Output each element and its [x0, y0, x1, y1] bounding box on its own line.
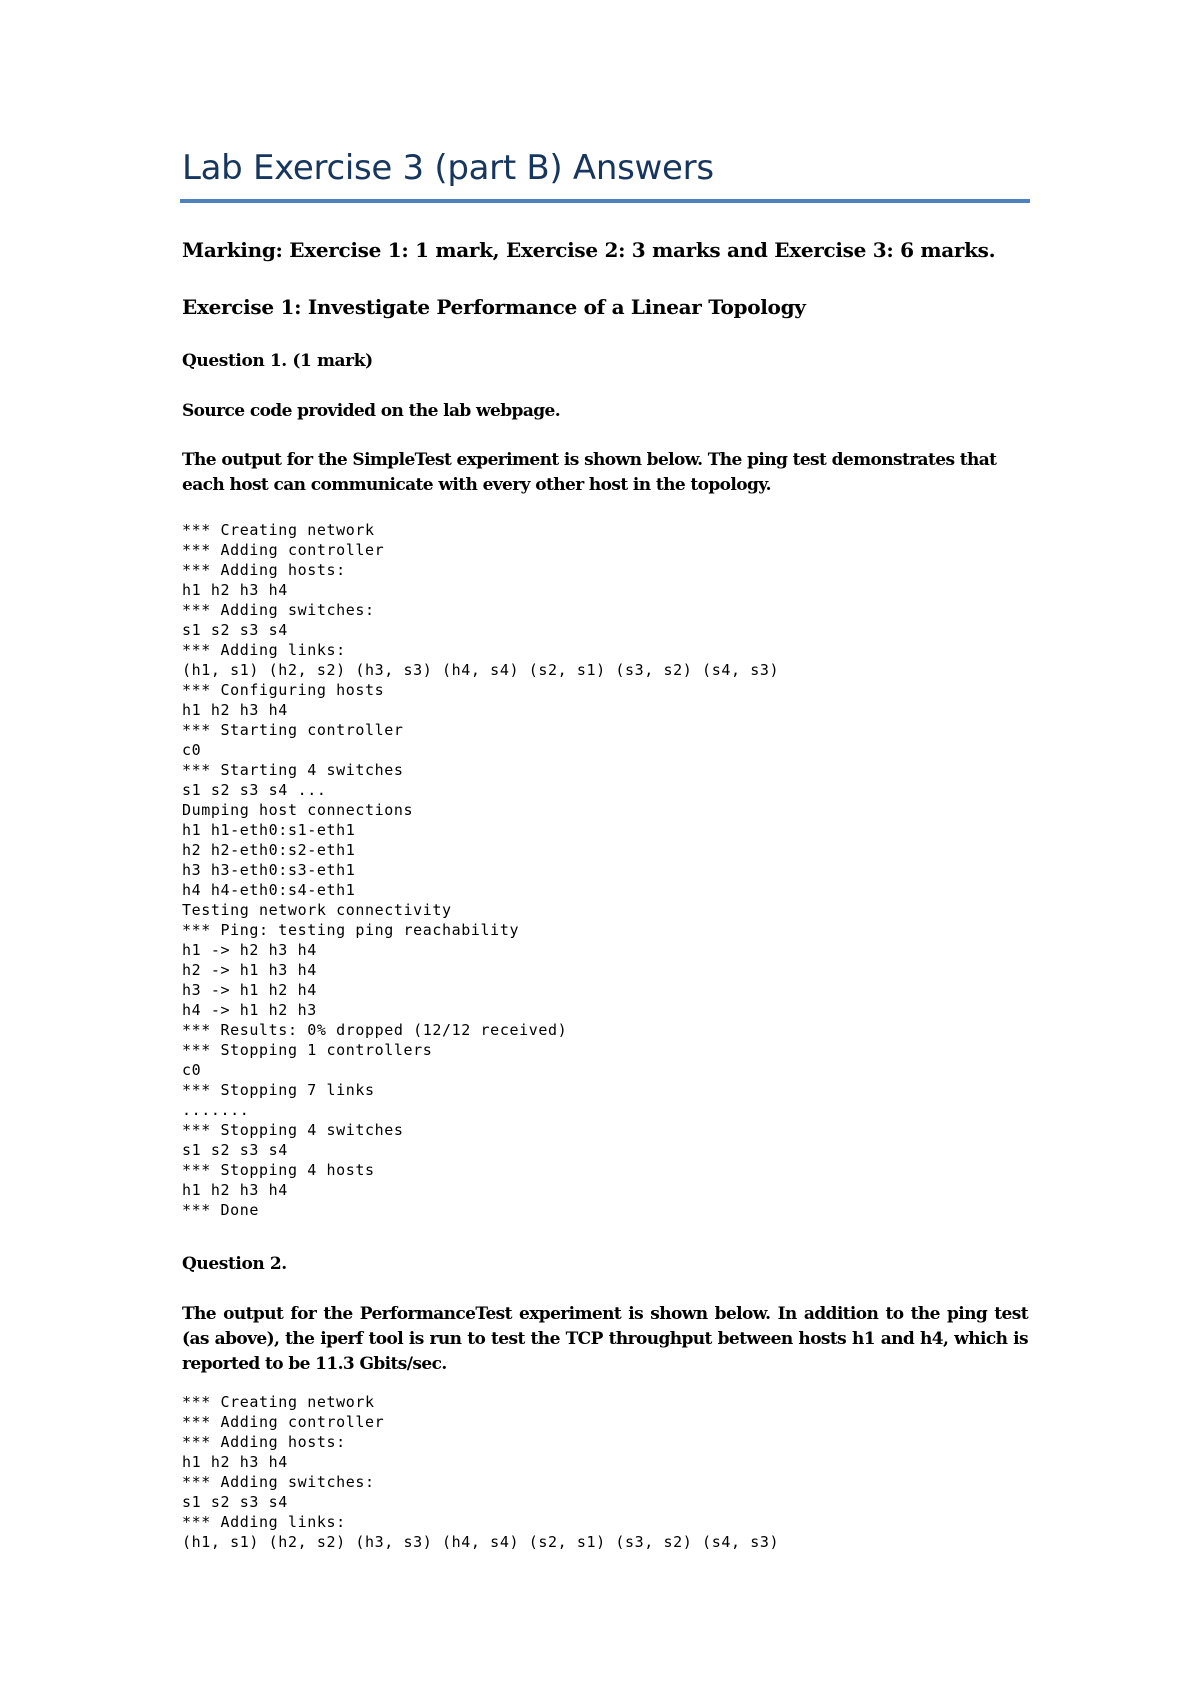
- simpletest-paragraph: The output for the SimpleTest experiment is shown below. The ping test demonstrates that each host can communicate with every other host in the topology.: [182, 450, 997, 495]
- code-line: *** Adding switches:: [182, 1473, 375, 1491]
- code-line: *** Starting 4 switches: [182, 761, 404, 779]
- code-line: *** Done: [182, 1201, 260, 1219]
- code-line: *** Adding links:: [182, 1513, 346, 1531]
- code-line: h2 h2-eth0:s2-eth1: [182, 841, 356, 859]
- code-line: *** Adding hosts:: [182, 1433, 346, 1451]
- code-line: Testing network connectivity: [182, 901, 452, 919]
- code-line: *** Stopping 4 hosts: [182, 1161, 375, 1179]
- exercise1-heading: Exercise 1: Investigate Performance of a Linear Topology: [182, 295, 806, 319]
- code-line: h2 -> h1 h3 h4: [182, 961, 317, 979]
- code-line: h1 h1-eth0:s1-eth1: [182, 821, 356, 839]
- code-line: *** Adding controller: [182, 1413, 385, 1431]
- question2-heading: Question 2.: [182, 1254, 287, 1274]
- code-line: h1 -> h2 h3 h4: [182, 941, 317, 959]
- code-line: h1 h2 h3 h4: [182, 1453, 288, 1471]
- code-line: h4 h4-eth0:s4-eth1: [182, 881, 356, 899]
- code-line: *** Creating network: [182, 1393, 375, 1411]
- code-line: h1 h2 h3 h4: [182, 701, 288, 719]
- code-line: (h1, s1) (h2, s2) (h3, s3) (h4, s4) (s2, s1) (s3, s2) (s4, s3): [182, 661, 780, 679]
- code-line: *** Adding switches:: [182, 601, 375, 619]
- code-line: h3 h3-eth0:s3-eth1: [182, 861, 356, 879]
- document-title: Lab Exercise 3 (part B) Answers: [182, 148, 714, 188]
- code-line: s1 s2 s3 s4: [182, 1493, 288, 1511]
- code-line: s1 s2 s3 s4: [182, 621, 288, 639]
- code-line: *** Creating network: [182, 521, 375, 539]
- source-code-note: Source code provided on the lab webpage.: [182, 401, 561, 421]
- code-line: *** Stopping 4 switches: [182, 1121, 404, 1139]
- code-line: *** Ping: testing ping reachability: [182, 921, 520, 939]
- code-line: *** Stopping 7 links: [182, 1081, 375, 1099]
- code-line: s1 s2 s3 s4: [182, 1141, 288, 1159]
- title-underline: [180, 199, 1030, 203]
- performancetest-paragraph: The output for the PerformanceTest experiment is shown below. In addition to the ping test (as above), the iperf tool is run to test the TCP throughput between hosts h1 and h4, which is reported to be 11.3 Gbits/sec.: [182, 1304, 1028, 1374]
- code-line: *** Starting controller: [182, 721, 404, 739]
- simpletest-output: [182, 520, 779, 1220]
- code-line: .......: [182, 1101, 250, 1119]
- performancetest-output: [182, 1392, 779, 1552]
- code-line: h3 -> h1 h2 h4: [182, 981, 317, 999]
- question1-heading: Question 1. (1 mark): [182, 351, 373, 371]
- code-line: h1 h2 h3 h4: [182, 581, 288, 599]
- code-line: Dumping host connections: [182, 801, 414, 819]
- code-line: *** Configuring hosts: [182, 681, 385, 699]
- code-line: h1 h2 h3 h4: [182, 1181, 288, 1199]
- code-line: *** Adding controller: [182, 541, 385, 559]
- marking-scheme: Marking: Exercise 1: 1 mark, Exercise 2: 3 marks and Exercise 3: 6 marks.: [182, 238, 996, 262]
- code-line: *** Stopping 1 controllers: [182, 1041, 433, 1059]
- code-line: *** Results: 0% dropped (12/12 received): [182, 1021, 568, 1039]
- code-line: *** Adding links:: [182, 641, 346, 659]
- code-line: c0: [182, 1061, 202, 1079]
- code-line: h4 -> h1 h2 h3: [182, 1001, 317, 1019]
- code-line: *** Adding hosts:: [182, 561, 346, 579]
- code-line: (h1, s1) (h2, s2) (h3, s3) (h4, s4) (s2, s1) (s3, s2) (s4, s3): [182, 1533, 780, 1551]
- code-line: c0: [182, 741, 202, 759]
- code-line: s1 s2 s3 s4 ...: [182, 781, 327, 799]
